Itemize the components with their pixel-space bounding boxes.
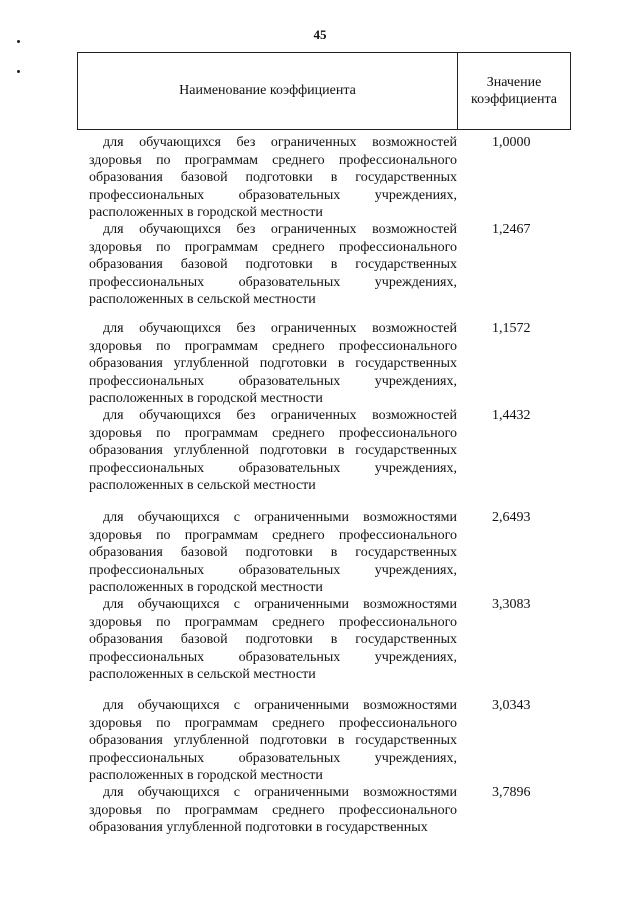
page-number: 45 xyxy=(313,27,327,42)
row-value: 1,0000 xyxy=(492,135,531,150)
row-value: 3,3083 xyxy=(492,597,531,612)
table-header xyxy=(77,52,571,130)
row-value: 1,1572 xyxy=(492,321,531,336)
row-description: для обучающихся без ограниченных возможностей здоровья по программам среднего профессионального образования углубленной подготовки в государственных профессиональных образовательных учреждениях, расположенных в городской местности xyxy=(89,321,457,407)
row-description: для обучающихся с ограниченными возможностями здоровья по программам среднего профессионального образования базовой подготовки в государственных профессиональных образовательных учреждениях, расположенных в городской местности xyxy=(89,510,457,596)
header-name-column: Наименование коэффициента xyxy=(179,83,356,98)
row-description: для обучающихся без ограниченных возможностей здоровья по программам среднего профессионального образования базовой подготовки в государственных профессиональных образовательных учреждениях, расположенных в сельской местности xyxy=(89,222,457,308)
row-description: для обучающихся без ограниченных возможностей здоровья по программам среднего профессионального образования базовой подготовки в государственных профессиональных образовательных учреждениях, расположенных в городской местности xyxy=(89,135,457,221)
row-value: 1,2467 xyxy=(492,222,531,237)
row-value: 3,7896 xyxy=(492,785,531,800)
header-value-column xyxy=(458,53,570,129)
row-value: 3,0343 xyxy=(492,698,531,713)
scan-speck xyxy=(17,70,20,73)
row-description: для обучающихся с ограниченными возможностями здоровья по программам среднего профессионального образования углубленной подготовки в государственных xyxy=(89,785,457,836)
row-value: 2,6493 xyxy=(492,510,531,525)
row-description: для обучающихся без ограниченных возможностей здоровья по программам среднего профессионального образования углубленной подготовки в государственных профессиональных образовательных учреждениях, расположенных в сельской местности xyxy=(89,408,457,494)
scan-speck xyxy=(17,40,20,43)
row-description: для обучающихся с ограниченными возможностями здоровья по программам среднего профессионального образования базовой подготовки в государственных профессиональных образовательных учреждениях, расположенных в сельской местности xyxy=(89,597,457,683)
header-value-line1: Значение xyxy=(486,75,542,90)
row-value: 1,4432 xyxy=(492,408,531,423)
header-value-line2: коэффициента xyxy=(471,92,557,107)
row-description: для обучающихся с ограниченными возможностями здоровья по программам среднего профессионального образования углубленной подготовки в государственных профессиональных образовательных учреждениях, расположенных в городской местности xyxy=(89,698,457,784)
